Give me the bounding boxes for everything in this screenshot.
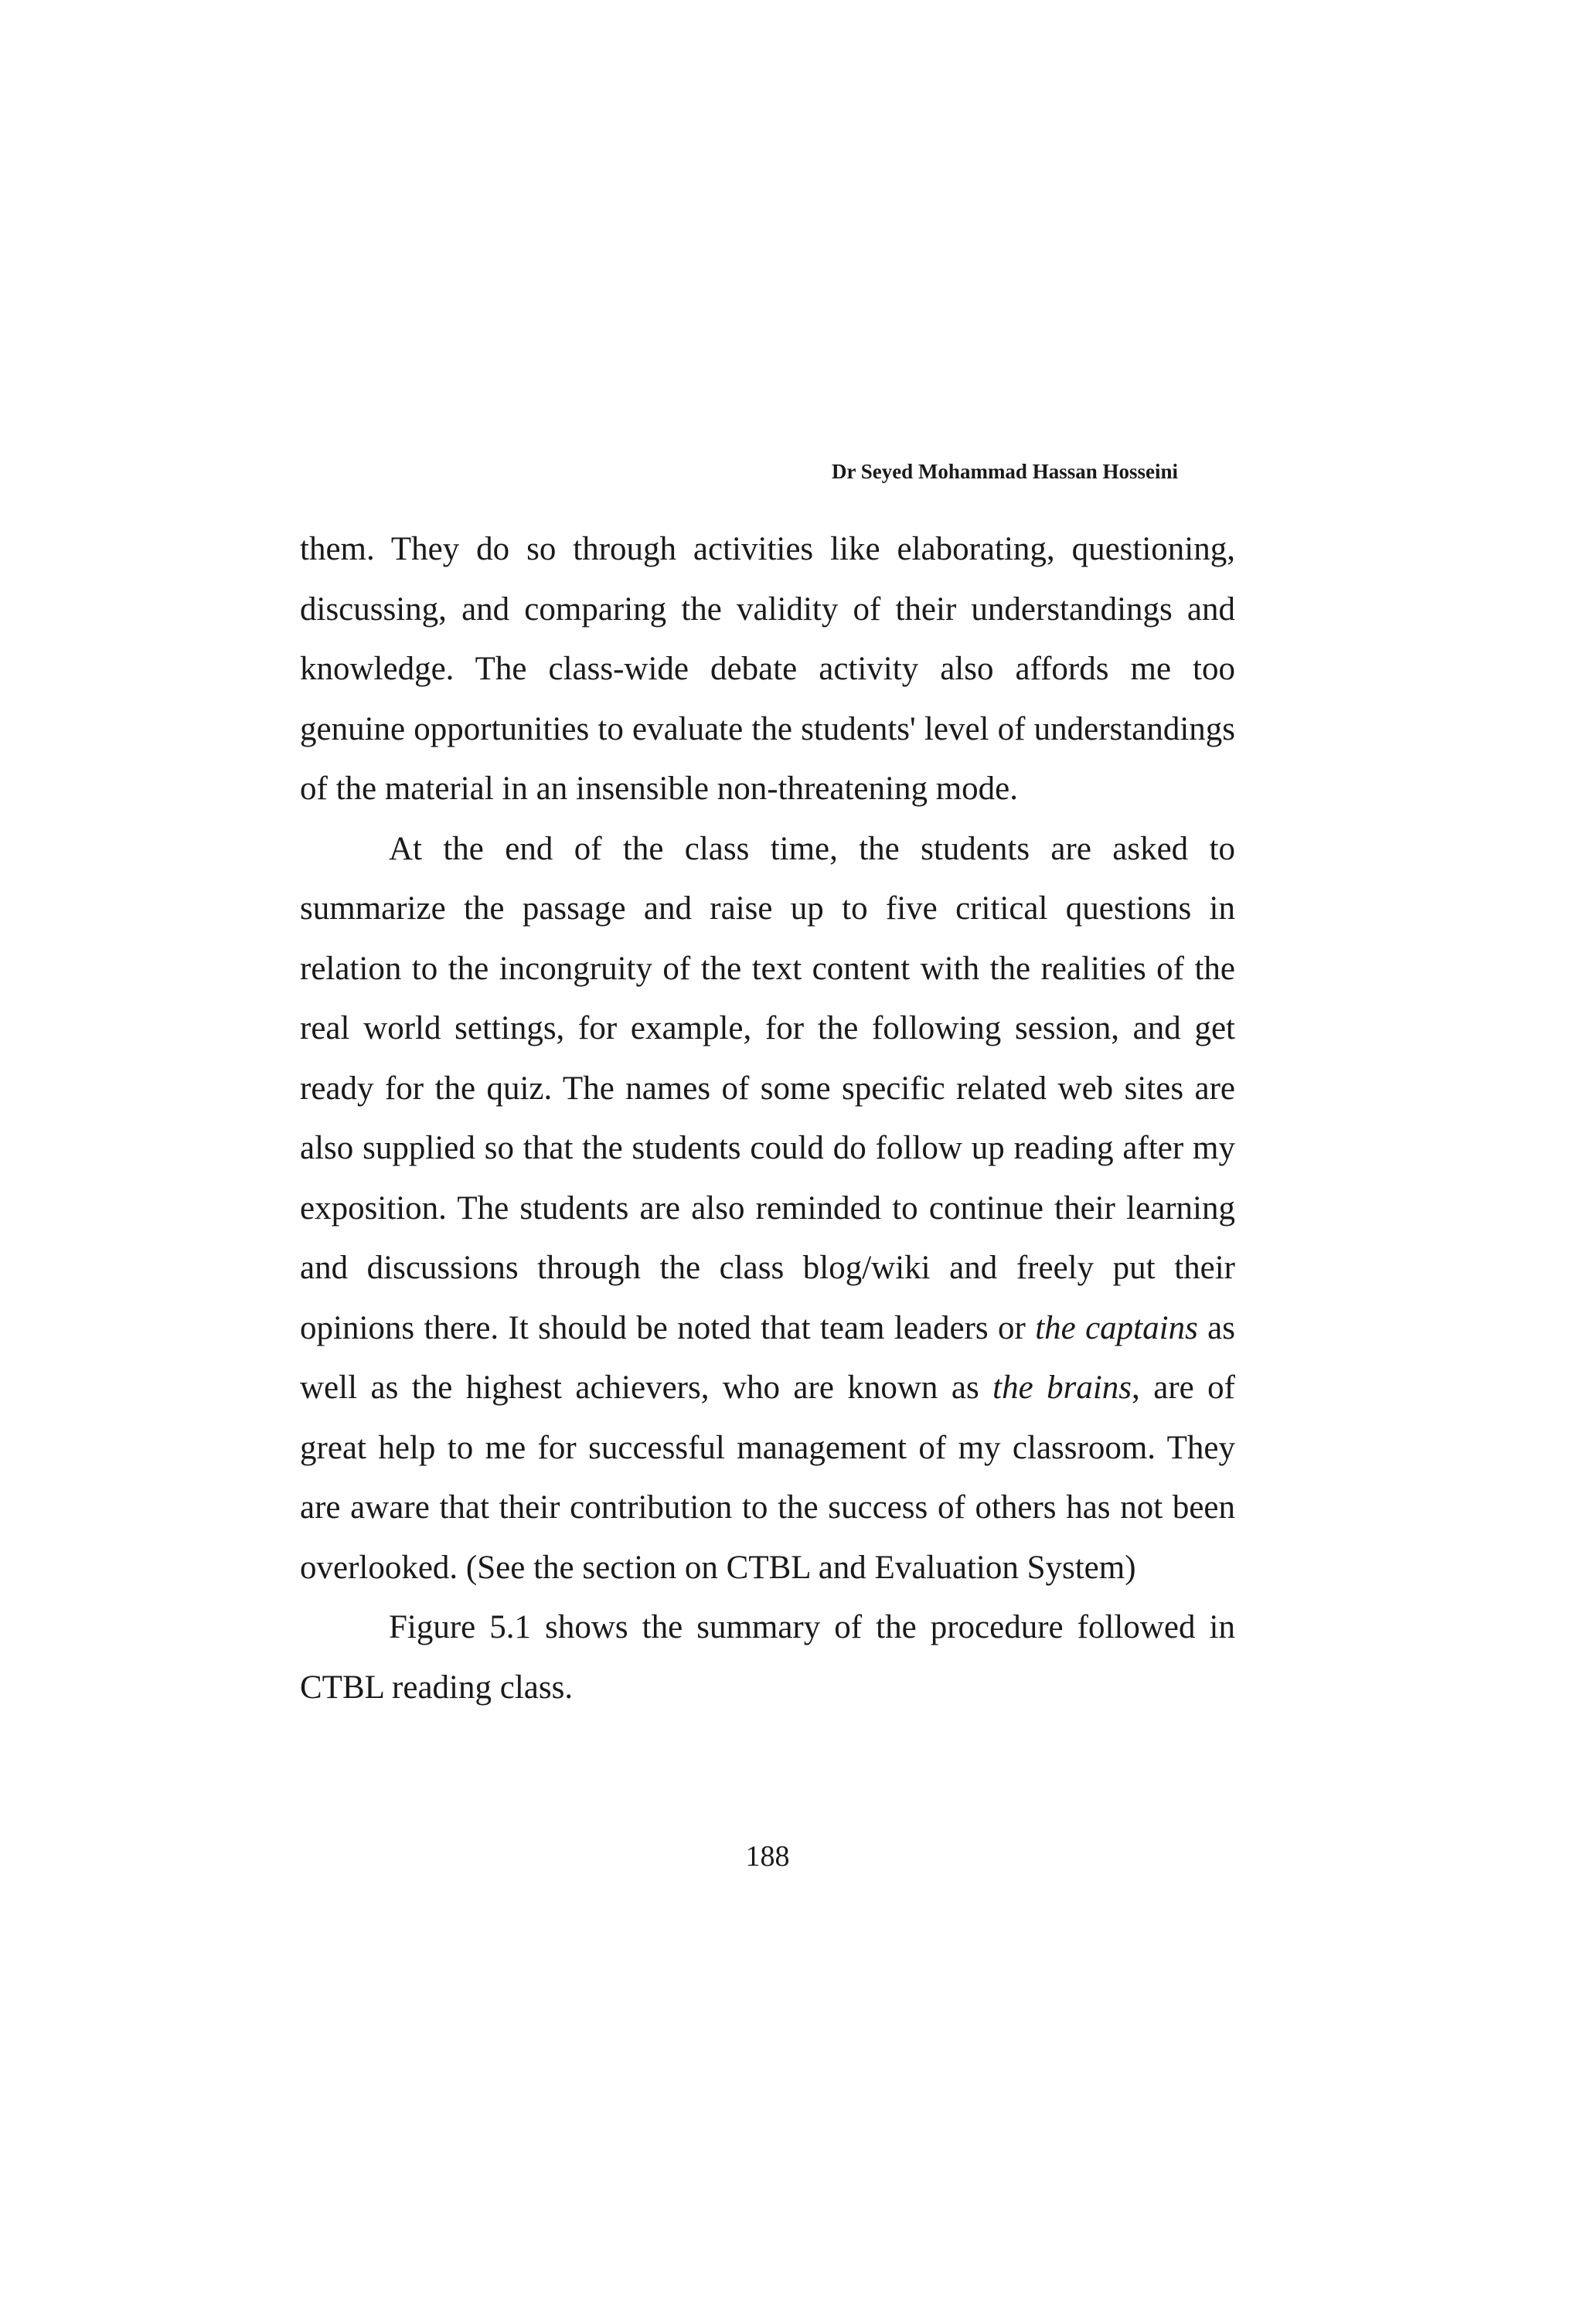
paragraph-2-part-1: At the end of the class time, the students are asked to summarize the passage and raise up to five critical questions in relation to the incongruity of the text content with the realities of the real world settings, for example, for the following session, and get ready for the quiz. The names of some specific related web sites are also supplied so that the students could do follow up reading after my exposition. The students are also reminded to continue their learning and discussions through the class blog/wiki and freely put their opinions there. It should be noted that team leaders or — [300, 830, 1235, 1346]
page-number: 188 — [745, 1840, 790, 1873]
running-head-author: Dr Seyed Mohammad Hassan Hosseini — [831, 460, 1178, 483]
paragraph-2-part-3: , are of great help to me for successful management of my classroom. They are aware that their contribution to the success of others has not been overlooked. (See the section on CTBL and Evaluation System) — [300, 1370, 1236, 1586]
paragraph-1: them. They do so through activities like elaborating, questioning, discussing, and comparing the validity of their understandings and knowledge. The class-wide debate activity also affords me too genuine opportunities to evaluate the students' level of understandings of the material in an insensible non-threatening mode. — [300, 531, 1235, 807]
body-text — [300, 519, 1235, 1717]
paragraph-2-part-2: as well as the highest achievers, who are known as — [300, 1309, 1236, 1406]
paragraph-3: Figure 5.1 shows the summary of the procedure followed in CTBL reading class. — [300, 1609, 1235, 1706]
paragraph-2 — [300, 819, 1235, 1598]
emphasis-the-captains: the captains — [1035, 1309, 1198, 1346]
emphasis-the-brains: the brains — [992, 1370, 1132, 1406]
